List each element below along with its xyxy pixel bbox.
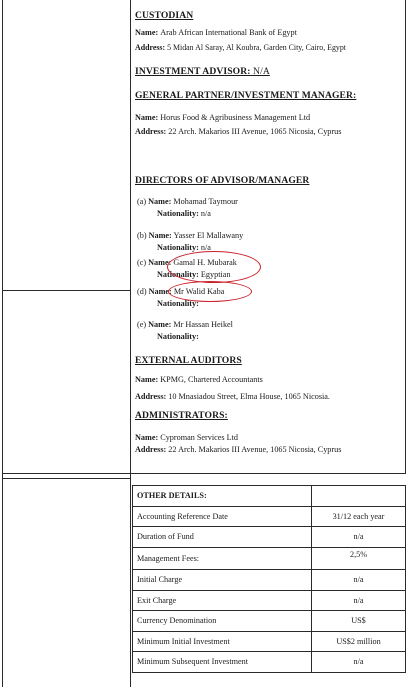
table-row: [133, 506, 406, 527]
row-label-currency-denomination: Currency Denomination: [133, 611, 312, 632]
frame-column-divider: [130, 0, 131, 687]
other-details-table: [132, 485, 406, 673]
row-label-management-fees: Management Fees:: [133, 547, 312, 570]
general-partner-address-line: [135, 127, 341, 136]
directors-heading: DIRECTORS OF ADVISOR/MANAGER: [135, 175, 310, 186]
director-c-name-label: Name:: [148, 258, 172, 267]
table-row: [133, 611, 406, 632]
row-label-exit-charge: Exit Charge: [133, 590, 312, 611]
custodian-address-value: 5 Midan Al Saray, Al Koubra, Garden City, Cairo, Egypt: [167, 43, 346, 52]
director-a-tag: (a): [137, 197, 147, 206]
custodian-name-line: [135, 28, 297, 37]
general-partner-address-label: Address:: [135, 127, 167, 136]
director-e-nationality-label: Nationality:: [157, 332, 199, 341]
auditors-name-line: [135, 375, 263, 384]
director-b-name: Yasser El Mallawany: [173, 231, 244, 240]
frame-section-rule-2: [2, 478, 130, 479]
general-partner-address-value: 22 Arch. Makarios III Avenue, 1065 Nicosia, Cyprus: [168, 127, 342, 136]
auditors-name-label: Name:: [135, 375, 159, 384]
director-c-nationality: Egyptian: [200, 270, 231, 279]
director-a-name-label: Name:: [148, 197, 172, 206]
other-details-heading: OTHER DETAILS:: [133, 486, 312, 507]
administrators-name-line: [135, 433, 238, 442]
director-a-name-line: [137, 197, 238, 206]
director-e-name-label: Name:: [148, 320, 172, 329]
general-partner-name-value: Horus Food & Agribusiness Management Ltd: [160, 113, 311, 122]
director-c-nationality-label: Nationality:: [157, 270, 199, 279]
director-b-tag: (b): [137, 231, 147, 240]
administrators-name-label: Name:: [135, 433, 159, 442]
director-c-tag: (c): [137, 258, 147, 267]
frame-left-border: [2, 0, 3, 687]
row-label-initial-charge: Initial Charge: [133, 570, 312, 591]
row-value-minimum-subsequent-investment: n/a: [312, 652, 406, 673]
general-partner-heading: GENERAL PARTNER/INVESTMENT MANAGER:: [135, 90, 357, 101]
administrators-name-value: Cyproman Services Ltd: [160, 433, 238, 442]
table-row: [133, 527, 406, 548]
external-auditors-heading: EXTERNAL AUDITORS: [135, 355, 242, 366]
director-d-tag: (d): [137, 287, 147, 296]
row-label-accounting-reference-date: Accounting Reference Date: [133, 506, 312, 527]
director-e-nationality-line: [157, 332, 199, 341]
table-header-row: [133, 486, 406, 507]
director-b-nationality-label: Nationality:: [157, 243, 199, 252]
director-a-name: Mohamad Taymour: [173, 197, 238, 206]
custodian-address-line: [135, 43, 346, 52]
row-value-initial-charge: n/a: [312, 570, 406, 591]
row-label-duration-of-fund: Duration of Fund: [133, 527, 312, 548]
director-a-nationality-label: Nationality:: [157, 209, 199, 218]
administrators-heading: ADMINISTRATORS:: [135, 410, 228, 421]
director-e-tag: (e): [137, 320, 147, 329]
director-a-nationality: n/a: [200, 209, 211, 218]
frame-section-rule: [2, 473, 406, 474]
director-b-nationality: n/a: [200, 243, 211, 252]
table-row: [133, 631, 406, 652]
custodian-name-value: Arab African International Bank of Egypt: [160, 28, 297, 37]
auditors-address-label: Address:: [135, 392, 167, 401]
administrators-address-value: 22 Arch. Makarios III Avenue, 1065 Nicosia, Cyprus: [168, 445, 342, 454]
row-value-currency-denomination: US$: [312, 611, 406, 632]
administrators-address-line: [135, 445, 341, 454]
director-b-name-label: Name:: [148, 231, 172, 240]
table-row: [133, 570, 406, 591]
row-label-minimum-initial-investment: Minimum Initial Investment: [133, 631, 312, 652]
auditors-address-value: 10 Mnasiadou Street, Elma House, 1065 Nicosia.: [168, 392, 330, 401]
custodian-name-label: Name:: [135, 28, 159, 37]
table-header-empty-cell: [312, 486, 406, 507]
row-value-accounting-reference-date: 31/12 each year: [312, 506, 406, 527]
investment-advisor-value: N/A: [253, 66, 270, 77]
custodian-heading: CUSTODIAN: [135, 10, 194, 21]
administrators-address-label: Address:: [135, 445, 167, 454]
row-value-duration-of-fund: n/a: [312, 527, 406, 548]
director-e-name-line: [137, 320, 233, 329]
director-d-nationality-label: Nationality:: [157, 299, 199, 308]
director-c-name: Gamal H. Mubarak: [173, 258, 237, 267]
custodian-address-label: Address:: [135, 43, 166, 52]
investment-advisor-label: INVESTMENT ADVISOR:: [135, 66, 251, 77]
row-value-management-fees: 2,5%: [312, 547, 406, 570]
frame-mid-rule: [2, 290, 130, 291]
general-partner-name-line: [135, 113, 310, 122]
highlight-circle-director-d: [168, 281, 252, 302]
director-a-nationality-line: [157, 209, 211, 218]
row-label-minimum-subsequent-investment: Minimum Subsequent Investment: [133, 652, 312, 673]
row-value-exit-charge: n/a: [312, 590, 406, 611]
frame-right-border: [405, 0, 406, 473]
auditors-address-line: [135, 392, 330, 401]
highlight-circle-director-c: [167, 251, 261, 283]
row-value-minimum-initial-investment: US$2 million: [312, 631, 406, 652]
table-row: [133, 547, 406, 570]
table-row: [133, 590, 406, 611]
director-e-name: Mr Hassan Heikel: [173, 320, 233, 329]
director-d-name: Mr Walid Kaba: [173, 287, 225, 296]
auditors-name-value: KPMG, Chartered Accountants: [160, 375, 263, 384]
investment-advisor-heading: [135, 66, 270, 77]
director-b-name-line: [137, 231, 243, 240]
general-partner-name-label: Name:: [135, 113, 159, 122]
table-row: [133, 652, 406, 673]
director-d-name-label: Name:: [148, 287, 172, 296]
